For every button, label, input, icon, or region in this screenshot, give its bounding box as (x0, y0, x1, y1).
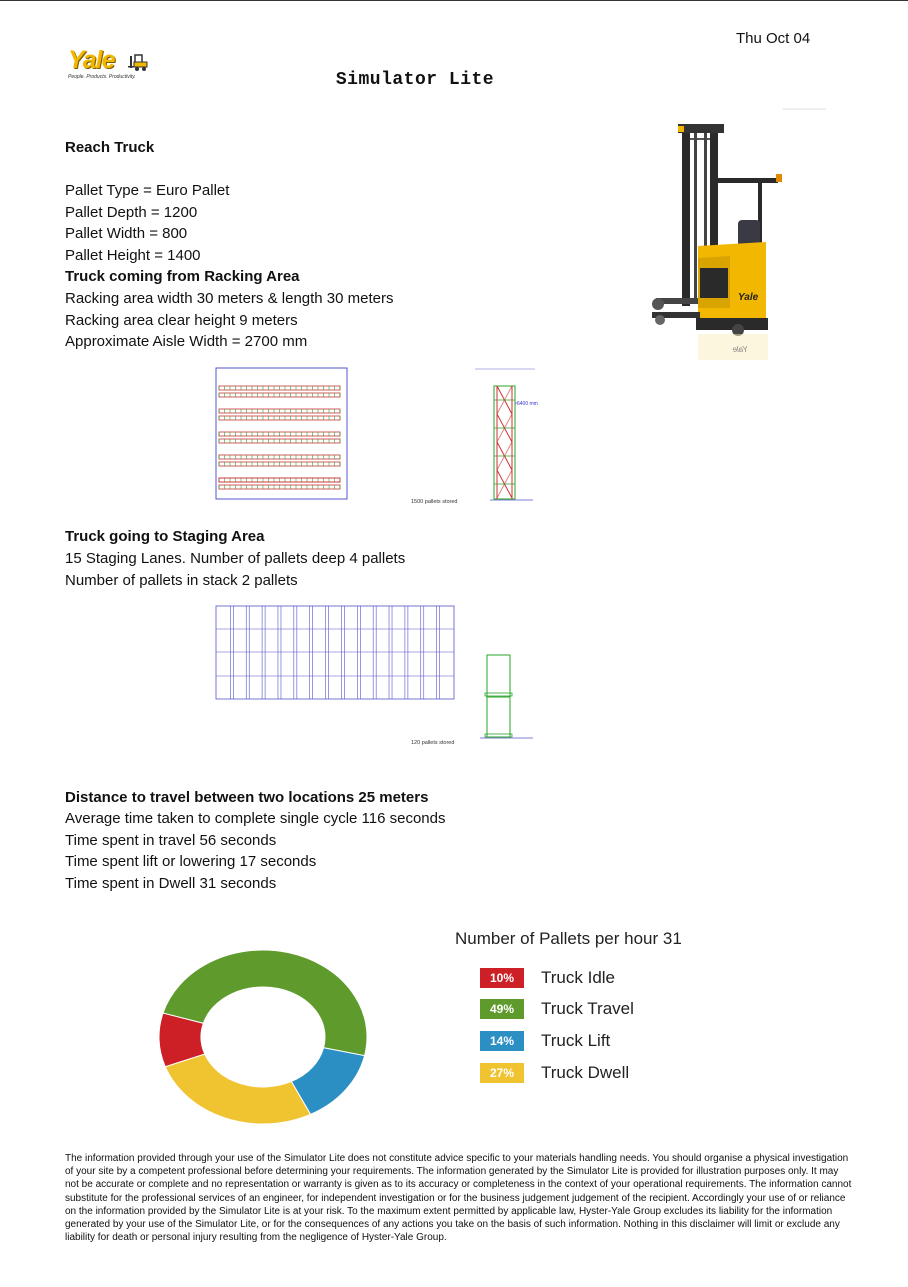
racking-heading: Truck coming from Racking Area (65, 268, 300, 285)
legend-label: Truck Travel (541, 999, 634, 1018)
truck-type: Reach Truck (65, 139, 155, 156)
staging-pallets-stored: 120 pallets stored (411, 740, 455, 746)
racking-line-3: Approximate Aisle Width = 2700 mm (65, 333, 308, 350)
page-title: Simulator Lite (335, 70, 495, 90)
racking-elevation-drawing (405, 366, 545, 508)
pallet-width: Pallet Width = 800 (65, 225, 188, 242)
rack-row (219, 478, 340, 482)
legend-swatch: 49% (480, 999, 524, 1019)
results-line-1: Average time taken to complete single cycle 116 seconds (65, 810, 446, 827)
donut-slice-truck-dwell (165, 1054, 310, 1124)
legend-swatch: 14% (480, 1031, 524, 1051)
pallet-type: Pallet Type = Euro Pallet (65, 182, 230, 199)
rack-row (219, 416, 340, 420)
rack-row (219, 462, 340, 466)
reach-truck-image (638, 108, 828, 363)
racking-pallets-stored: 1500 pallets stored (411, 499, 458, 505)
legend-swatch: 10% (480, 968, 524, 988)
legend-label: Truck Idle (541, 968, 616, 987)
staging-line-1: 15 Staging Lanes. Number of pallets deep 4 pallets (65, 550, 406, 567)
disclaimer-text: The information provided through your use of the Simulator Lite does not constitute advice specific to your materials handling needs. You should organise a physical investigation of your site by a competent professional before determining your requirements. The information generated by the Simulator Lite is provided for illustration purposes only. It may not be accurate or complete and no representation or warranty is given as to its accuracy or completeness in the context of your operational requirements. The information cannot substitute for the professional services of an engineer, for independent investigation or for the business judgement judgement of the recipient. Accordingly your use of or reliance on the information provided by the Simulator Lite is at your risk. To the maximum extent permitted by applicable law, Hyster-Yale Group excludes its liability for the information generated by your use of the Simulator Lite, or for the consequences of any actions you take on the basis of such information. Nothing in this disclaimer will limit or exclude any liability for death or personal injury resulting from the negligence of Hyster-Yale Group. (65, 1153, 852, 1244)
rack-row (219, 386, 340, 390)
rack-row (219, 485, 340, 489)
rack-row (219, 393, 340, 397)
rack-row (219, 455, 340, 459)
top-border (0, 0, 908, 1)
legend-swatch: 27% (480, 1063, 524, 1083)
svg-text:Yale: Yale (738, 292, 759, 303)
rack-row (219, 409, 340, 413)
chart-title: Number of Pallets per hour 31 (455, 929, 682, 948)
pallet-height: Pallet Height = 1400 (65, 247, 201, 264)
staging-heading: Truck going to Staging Area (65, 528, 265, 545)
staging-line-2: Number of pallets in stack 2 pallets (65, 572, 298, 589)
elevation-dimension-label: 6400 mm (517, 401, 538, 407)
results-line-4: Time spent in Dwell 31 seconds (65, 875, 277, 892)
results-line-3: Time spent lift or lowering 17 seconds (65, 853, 317, 870)
forklift-logo-icon (128, 52, 150, 72)
svg-text:Yale: Yale (732, 345, 748, 354)
rack-row (219, 439, 340, 443)
pallets-donut-chart (155, 950, 375, 1130)
legend-label: Truck Lift (541, 1031, 611, 1050)
report-date: Thu Oct 04 (736, 30, 811, 47)
results-line-2: Time spent in travel 56 seconds (65, 832, 277, 849)
results-heading: Distance to travel between two locations 25 meters (65, 789, 429, 806)
racking-line-2: Racking area clear height 9 meters (65, 312, 298, 329)
logo-brand: Yale (68, 46, 115, 74)
logo-tagline: People. Products. Productivity. (68, 74, 136, 80)
racking-plan-drawing (214, 366, 350, 502)
racking-line-1: Racking area width 30 meters & length 30 meters (65, 290, 394, 307)
rack-row (219, 432, 340, 436)
legend-label: Truck Dwell (541, 1063, 630, 1082)
pallet-depth: Pallet Depth = 1200 (65, 204, 198, 221)
staging-elevation-drawing (405, 650, 545, 748)
